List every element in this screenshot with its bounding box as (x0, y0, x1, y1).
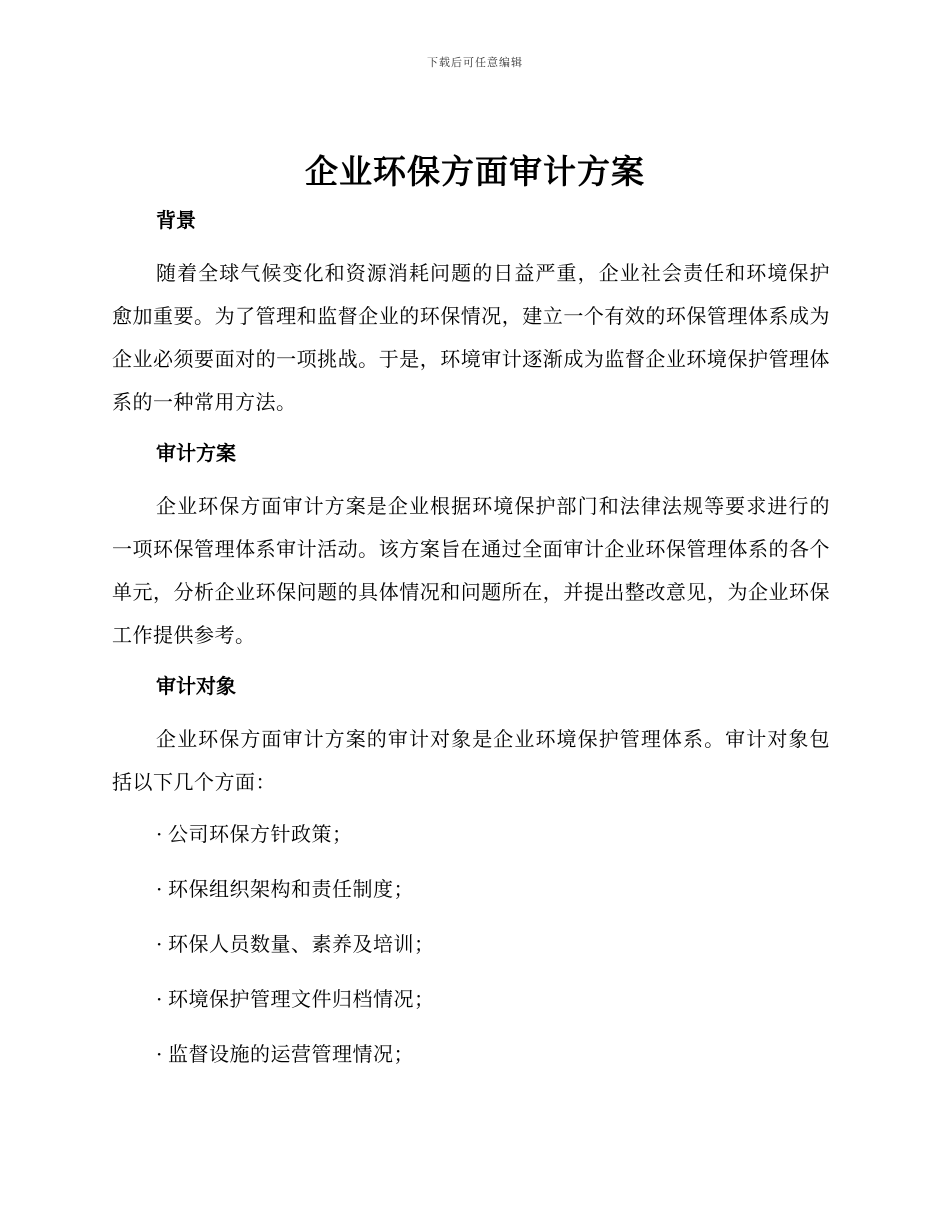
section-heading-background: 背景 (156, 208, 196, 232)
bullet-mark: · (156, 1042, 163, 1066)
document-body (112, 200, 830, 1088)
paragraph-objects: 企业环保方面审计方案的审计对象是企业环境保护管理体系。审计对象包括以下几个方面： (112, 727, 830, 794)
list-item-text: 监督设施的运营管理情况； (168, 1042, 414, 1066)
paragraph-plan: 企业环保方面审计方案是企业根据环境保护部门和法律法规等要求进行的一项环保管理体系审计活动。该方案旨在通过全面审计企业环保管理体系的各个单元，分析企业环保问题的具体情况和问题所在，并提出整改意见，为企业环保工作提供参考。 (112, 494, 830, 647)
bullet-mark: · (156, 932, 163, 956)
section-heading-objects: 审计对象 (156, 674, 236, 698)
list-item (112, 868, 830, 911)
list-item (112, 813, 830, 856)
list-item-text: 环保人员数量、素养及培训； (168, 932, 435, 956)
bullet-mark: · (156, 877, 163, 901)
audit-object-list (112, 813, 830, 1076)
list-item (112, 978, 830, 1021)
section-heading-plan: 审计方案 (156, 441, 236, 465)
paragraph-background: 随着全球气候变化和资源消耗问题的日益严重，企业社会责任和环境保护愈加重要。为了管理和监督企业的环保情况，建立一个有效的环保管理体系成为企业必须要面对的一项挑战。于是，环境审计逐渐成为监督企业环境保护管理体系的一种常用方法。 (112, 261, 830, 414)
list-item (112, 923, 830, 966)
bullet-mark: · (156, 822, 163, 846)
list-item-text: 环境保护管理文件归档情况； (168, 987, 435, 1011)
list-item-text: 环保组织架构和责任制度； (168, 877, 414, 901)
bullet-mark: · (156, 987, 163, 1011)
document-title: 企业环保方面审计方案 (305, 152, 645, 191)
list-item (112, 1033, 830, 1076)
header-note: 下载后可任意编辑 (427, 56, 523, 69)
list-item-text: 公司环保方针政策； (168, 822, 353, 846)
